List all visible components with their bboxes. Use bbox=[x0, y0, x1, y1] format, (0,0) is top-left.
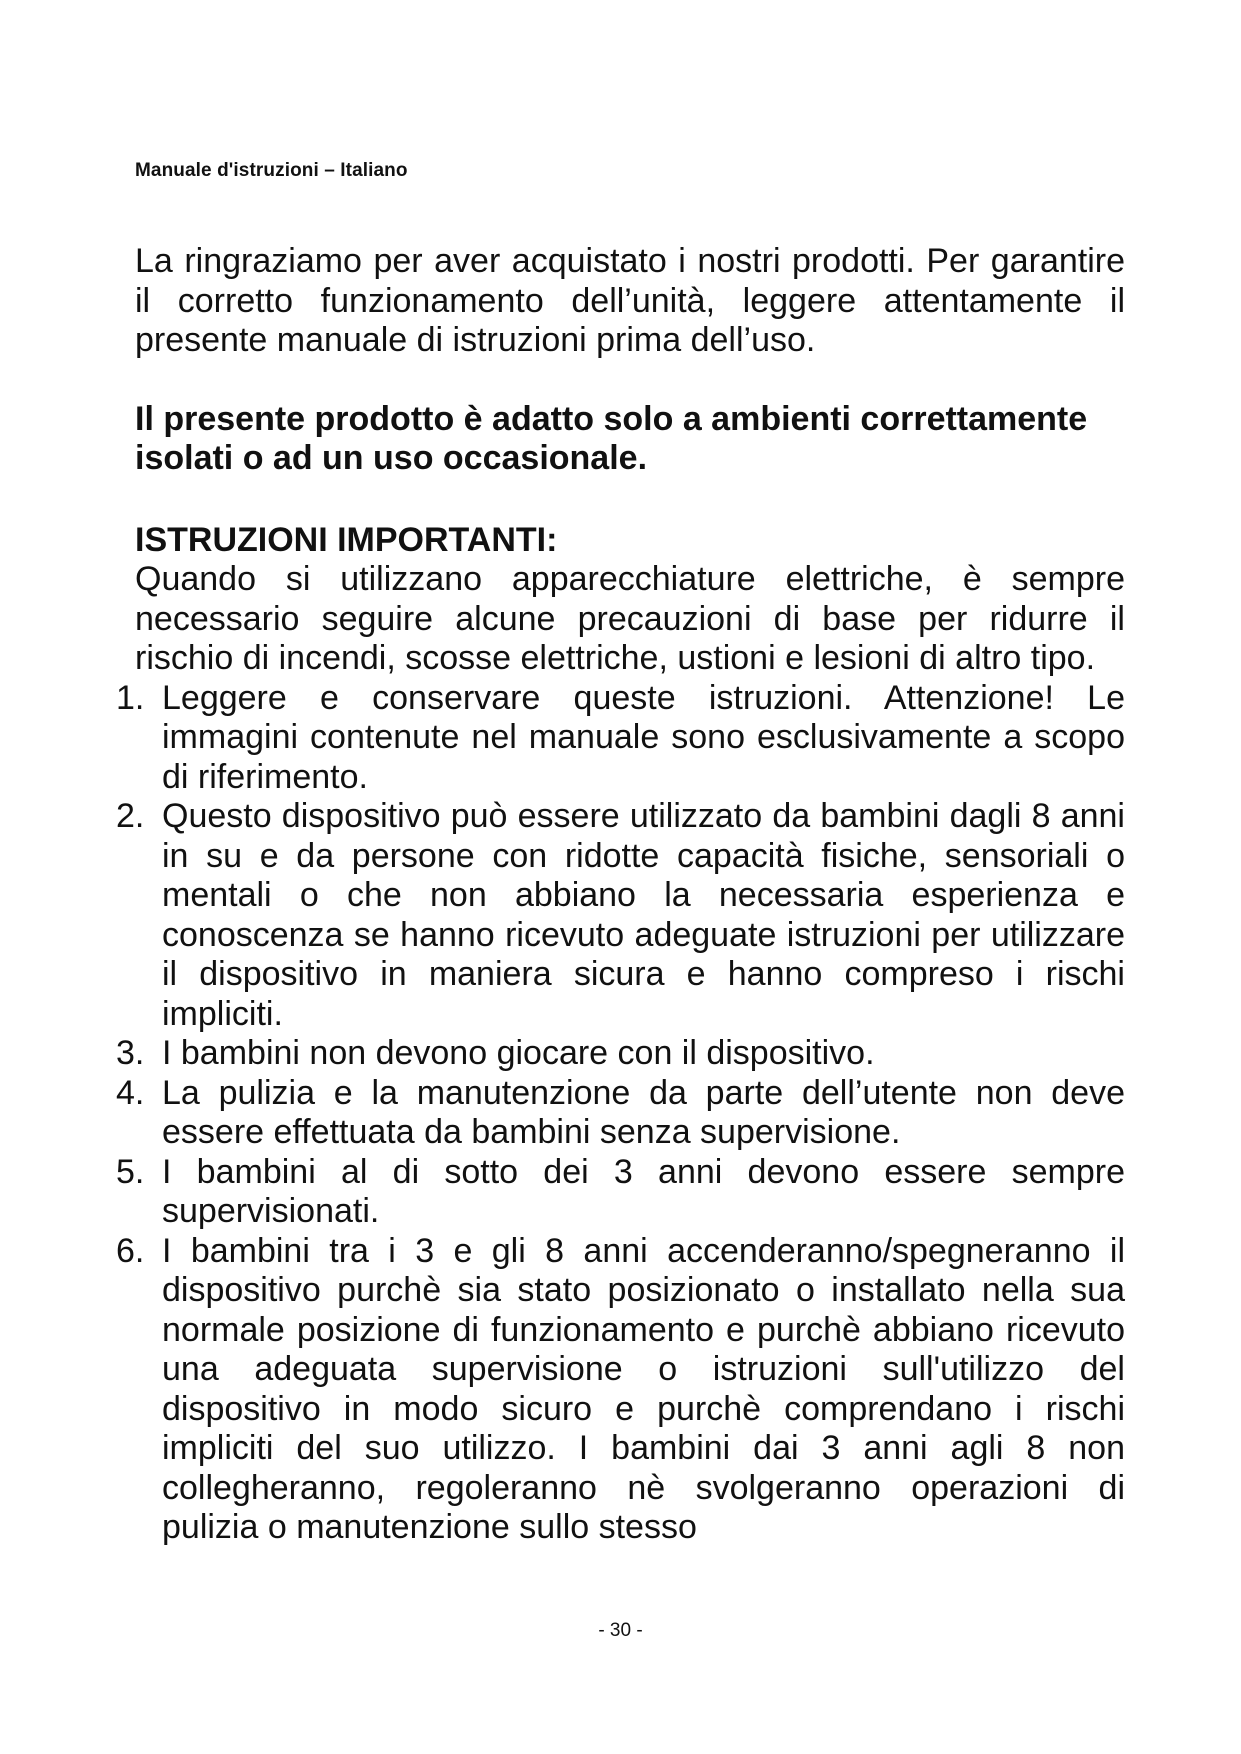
list-item-text: La pulizia e la manutenzione da parte dell’utente non deve essere effettuata da bambini senza supervisione. bbox=[162, 1073, 1125, 1151]
list-item-number: 6. bbox=[116, 1231, 145, 1270]
list-item-number: 3. bbox=[116, 1034, 145, 1072]
section-title: ISTRUZIONI IMPORTANTI: bbox=[135, 520, 558, 559]
section-body: Quando si utilizzano apparecchiature elettriche, è sempre necessario seguire alcune precauzioni di base per ridurre il rischio di incendi, scosse elettriche, ustioni e lesioni di altro tipo. bbox=[135, 560, 1125, 677]
warning-paragraph: Il presente prodotto è adatto solo a ambienti correttamente isolati o ad un uso occasionale. bbox=[135, 399, 1088, 477]
list-item bbox=[116, 1152, 1125, 1232]
page-header: Manuale d'istruzioni – Italiano bbox=[135, 160, 408, 181]
list-item bbox=[116, 1034, 1125, 1074]
list-item-text: I bambini al di sotto dei 3 anni devono essere sempre supervisionati. bbox=[162, 1152, 1125, 1230]
instructions-list bbox=[116, 678, 1125, 1548]
list-item bbox=[116, 1073, 1125, 1153]
list-item-text: I bambini tra i 3 e gli 8 anni accenderanno/spegneranno il dispositivo purchè sia stato posizionato o installato nella sua normale posizione di funzionamento e purchè abbiano ricevuto una adeguata supervisione o istruzioni sull'utilizzo del dispositivo in modo sicuro e purchè comprendano i rischi impliciti del suo utilizzo. I bambini dai 3 anni agli 8 non collegheranno, regoleranno nè svolgeranno operazioni di pulizia o manutenzione sullo stesso bbox=[162, 1231, 1125, 1546]
list-item-text: Questo dispositivo può essere utilizzato da bambini dagli 8 anni in su e da persone con ridotte capacità fisiche, sensoriali o mentali o che non abbiano la necessaria esperienza e conoscenza se hanno ricevuto adeguate istruzioni per utilizzare il dispositivo in maniera sicura e hanno compreso i rischi impliciti. bbox=[162, 797, 1125, 1033]
list-item-number: 1. bbox=[116, 678, 145, 717]
list-item bbox=[116, 678, 1125, 798]
list-item bbox=[116, 797, 1125, 1034]
list-item-number: 2. bbox=[116, 797, 145, 835]
page-content bbox=[116, 242, 1125, 1548]
list-item-text: Leggere e conservare queste istruzioni. Attenzione! Le immagini contenute nel manuale sono esclusivamente a scopo di riferimento. bbox=[162, 678, 1125, 796]
list-item-text: I bambini non devono giocare con il dispositivo. bbox=[162, 1034, 875, 1072]
intro-paragraph: La ringraziamo per aver acquistato i nostri prodotti. Per garantire il corretto funzionamento dell’unità, leggere attentamente il presente manuale di istruzioni prima dell’uso. bbox=[135, 242, 1125, 359]
list-item-number: 4. bbox=[116, 1073, 145, 1112]
list-item bbox=[116, 1231, 1125, 1548]
list-item-number: 5. bbox=[116, 1152, 145, 1191]
page-number: - 30 - bbox=[598, 1620, 643, 1641]
